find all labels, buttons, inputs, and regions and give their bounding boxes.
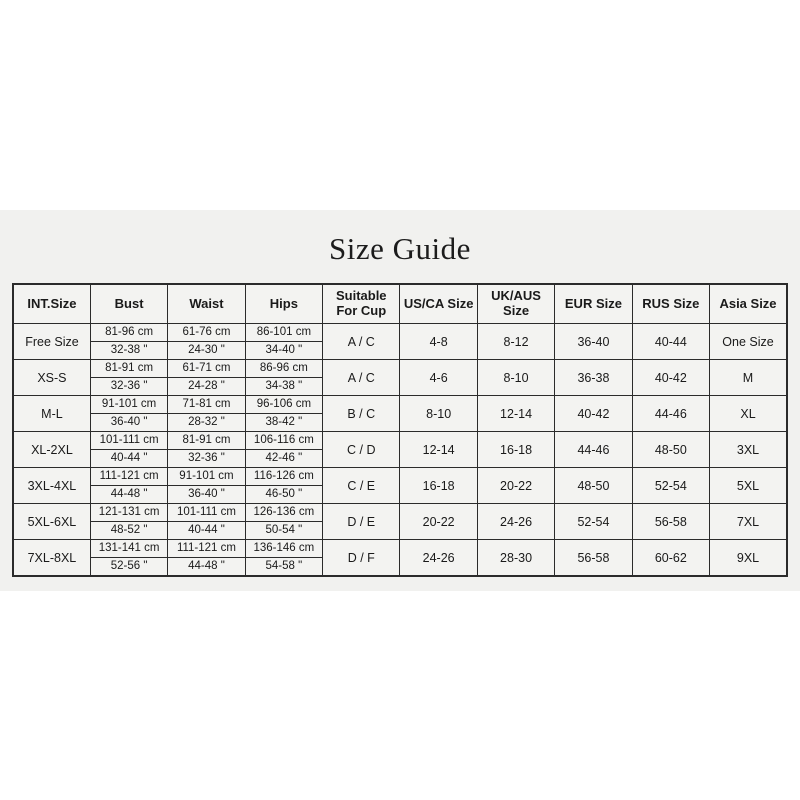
- col-header-eur: EUR Size: [555, 284, 632, 324]
- cell-bust-in: 32-38 ": [90, 342, 167, 360]
- cell-ukaus: 12-14: [477, 396, 554, 432]
- cell-eur: 36-38: [555, 360, 632, 396]
- cell-cup: D / E: [323, 504, 400, 540]
- cell-int-size: 5XL-6XL: [13, 504, 90, 540]
- col-header-rus: RUS Size: [632, 284, 709, 324]
- cell-asia: 7XL: [710, 504, 787, 540]
- cell-eur: 40-42: [555, 396, 632, 432]
- cell-ukaus: 16-18: [477, 432, 554, 468]
- table-row: [13, 540, 787, 558]
- cell-ukaus: 24-26: [477, 504, 554, 540]
- cell-rus: 60-62: [632, 540, 709, 577]
- cell-hips-cm: 136-146 cm: [245, 540, 322, 558]
- cell-usca: 4-8: [400, 324, 477, 360]
- cell-bust-cm: 81-96 cm: [90, 324, 167, 342]
- cell-hips-in: 42-46 ": [245, 450, 322, 468]
- cell-usca: 20-22: [400, 504, 477, 540]
- col-header-usca: US/CA Size: [400, 284, 477, 324]
- cell-waist-in: 36-40 ": [168, 486, 245, 504]
- cell-cup: A / C: [323, 324, 400, 360]
- cell-bust-in: 52-56 ": [90, 558, 167, 577]
- col-header-asia: Asia Size: [710, 284, 787, 324]
- cell-waist-in: 44-48 ": [168, 558, 245, 577]
- cell-bust-in: 44-48 ": [90, 486, 167, 504]
- cell-bust-cm: 111-121 cm: [90, 468, 167, 486]
- cell-hips-in: 50-54 ": [245, 522, 322, 540]
- cell-ukaus: 8-12: [477, 324, 554, 360]
- cell-waist-cm: 101-111 cm: [168, 504, 245, 522]
- size-guide-panel: [0, 210, 800, 591]
- cell-eur: 48-50: [555, 468, 632, 504]
- cell-usca: 16-18: [400, 468, 477, 504]
- cell-waist-in: 28-32 ": [168, 414, 245, 432]
- cell-asia: One Size: [710, 324, 787, 360]
- cell-bust-in: 32-36 ": [90, 378, 167, 396]
- cell-waist-cm: 111-121 cm: [168, 540, 245, 558]
- table-row: [13, 468, 787, 486]
- cell-bust-cm: 131-141 cm: [90, 540, 167, 558]
- cell-waist-cm: 81-91 cm: [168, 432, 245, 450]
- cell-waist-cm: 71-81 cm: [168, 396, 245, 414]
- cell-asia: 3XL: [710, 432, 787, 468]
- cell-cup: C / D: [323, 432, 400, 468]
- col-header-cup: Suitable For Cup: [323, 284, 400, 324]
- cell-asia: XL: [710, 396, 787, 432]
- header-row: [13, 284, 787, 324]
- cell-hips-cm: 126-136 cm: [245, 504, 322, 522]
- cell-hips-in: 46-50 ": [245, 486, 322, 504]
- cell-hips-in: 34-38 ": [245, 378, 322, 396]
- table-row: [13, 432, 787, 450]
- cell-bust-cm: 101-111 cm: [90, 432, 167, 450]
- cell-rus: 40-42: [632, 360, 709, 396]
- cell-rus: 56-58: [632, 504, 709, 540]
- cell-ukaus: 20-22: [477, 468, 554, 504]
- cell-usca: 12-14: [400, 432, 477, 468]
- cell-hips-in: 38-42 ": [245, 414, 322, 432]
- size-guide-table: [12, 283, 788, 577]
- cell-usca: 4-6: [400, 360, 477, 396]
- cell-cup: C / E: [323, 468, 400, 504]
- cell-asia: 9XL: [710, 540, 787, 577]
- cell-eur: 52-54: [555, 504, 632, 540]
- cell-waist-in: 40-44 ": [168, 522, 245, 540]
- cell-waist-in: 32-36 ": [168, 450, 245, 468]
- col-header-waist: Waist: [168, 284, 245, 324]
- cell-hips-cm: 86-96 cm: [245, 360, 322, 378]
- cell-asia: 5XL: [710, 468, 787, 504]
- cell-waist-cm: 91-101 cm: [168, 468, 245, 486]
- cell-rus: 52-54: [632, 468, 709, 504]
- cell-bust-in: 40-44 ": [90, 450, 167, 468]
- cell-int-size: XL-2XL: [13, 432, 90, 468]
- cell-hips-cm: 96-106 cm: [245, 396, 322, 414]
- table-row: [13, 360, 787, 378]
- col-header-bust: Bust: [90, 284, 167, 324]
- cell-eur: 44-46: [555, 432, 632, 468]
- cell-hips-cm: 106-116 cm: [245, 432, 322, 450]
- cell-bust-cm: 121-131 cm: [90, 504, 167, 522]
- cell-eur: 36-40: [555, 324, 632, 360]
- col-header-int-size: INT.Size: [13, 284, 90, 324]
- cell-waist-cm: 61-76 cm: [168, 324, 245, 342]
- cell-rus: 40-44: [632, 324, 709, 360]
- cell-bust-in: 48-52 ": [90, 522, 167, 540]
- cell-int-size: XS-S: [13, 360, 90, 396]
- cell-bust-in: 36-40 ": [90, 414, 167, 432]
- cell-waist-in: 24-30 ": [168, 342, 245, 360]
- cell-int-size: M-L: [13, 396, 90, 432]
- cell-waist-cm: 61-71 cm: [168, 360, 245, 378]
- cell-cup: A / C: [323, 360, 400, 396]
- cell-cup: D / F: [323, 540, 400, 577]
- col-header-hips: Hips: [245, 284, 322, 324]
- page-title: Size Guide: [329, 231, 471, 266]
- cell-int-size: 3XL-4XL: [13, 468, 90, 504]
- cell-hips-in: 34-40 ": [245, 342, 322, 360]
- cell-hips-in: 54-58 ": [245, 558, 322, 577]
- cell-ukaus: 28-30: [477, 540, 554, 577]
- cell-rus: 48-50: [632, 432, 709, 468]
- cell-hips-cm: 86-101 cm: [245, 324, 322, 342]
- cell-eur: 56-58: [555, 540, 632, 577]
- cell-usca: 24-26: [400, 540, 477, 577]
- cell-waist-in: 24-28 ": [168, 378, 245, 396]
- table-row: [13, 504, 787, 522]
- cell-usca: 8-10: [400, 396, 477, 432]
- cell-asia: M: [710, 360, 787, 396]
- cell-cup: B / C: [323, 396, 400, 432]
- cell-ukaus: 8-10: [477, 360, 554, 396]
- cell-bust-cm: 81-91 cm: [90, 360, 167, 378]
- cell-hips-cm: 116-126 cm: [245, 468, 322, 486]
- cell-int-size: Free Size: [13, 324, 90, 360]
- cell-rus: 44-46: [632, 396, 709, 432]
- table-row: [13, 396, 787, 414]
- col-header-ukaus: UK/AUS Size: [477, 284, 554, 324]
- cell-bust-cm: 91-101 cm: [90, 396, 167, 414]
- cell-int-size: 7XL-8XL: [13, 540, 90, 577]
- table-row: [13, 324, 787, 342]
